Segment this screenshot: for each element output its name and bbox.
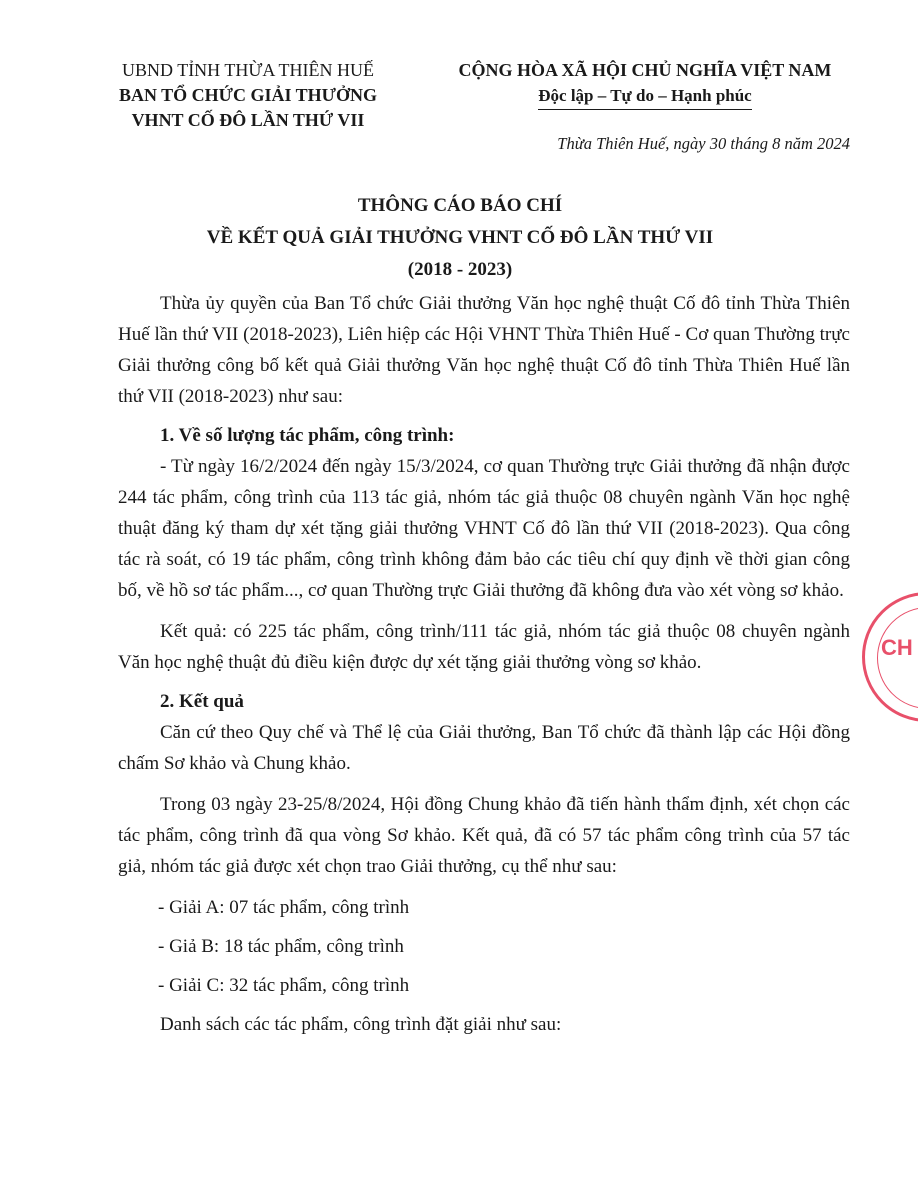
seal-text: CH	[881, 635, 913, 660]
national-heading	[420, 58, 870, 110]
paragraph-eligible: Kết quả: có 225 tác phẩm, công trình/111 tác giả, nhóm tác giả thuộc 08 chuyên ngành Văn học nghệ thuật đủ điều kiện được dự xét tặng giải thưởng vòng sơ khảo.	[118, 621, 850, 673]
closing-line: Danh sách các tác phẩm, công trình đặt giải như sau:	[160, 1014, 562, 1035]
intro-paragraph: Thừa ủy quyền của Ban Tổ chức Giải thưởng Văn học nghệ thuật Cố đô tỉnh Thừa Thiên Huế lần thứ VII (2018-2023), Liên hiệp các Hội VHNT Thừa Thiên Huế - Cơ quan Thường trực Giải thưởng công bố kết quả Giải thưởng Văn học nghệ thuật Cố đô tỉnh Thừa Thiên Huế lần thứ VII (2018-2023) như sau:	[118, 293, 850, 407]
document-date: Thừa Thiên Huế, ngày 30 tháng 8 năm 2024	[557, 134, 850, 153]
paragraph-councils: Căn cứ theo Quy chế và Thể lệ của Giải thưởng, Ban Tổ chức đã thành lập các Hội đồng chấm Sơ khảo và Chung khảo.	[118, 722, 850, 774]
paragraph-submissions: - Từ ngày 16/2/2024 đến ngày 15/3/2024, cơ quan Thường trực Giải thưởng đã nhận được 244 tác phẩm, công trình của 113 tác giả, nhóm tác giả thuộc 08 chuyên ngành Văn học nghệ thuật đăng ký tham dự xét tặng giải thưởng VHNT Cố đô lần thứ VII (2018-2023). Qua công tác rà soát, có 19 tác phẩm, công trình không đảm bảo các tiêu chí quy định về thời gian công bố, về hồ sơ tác phẩm..., cơ quan Thường trực Giải thưởng đã không đưa vào xét vòng sơ khảo.	[118, 456, 850, 601]
national-motto: Độc lập – Tự do – Hạnh phúc	[538, 83, 751, 110]
issuer-block	[88, 58, 408, 133]
red-seal-stamp	[862, 592, 918, 722]
document-body	[118, 288, 850, 1040]
award-c-item: - Giải C: 32 tác phẩm, công trình	[158, 975, 410, 996]
title-line-1: THÔNG CÁO BÁO CHÍ	[357, 195, 563, 216]
section-heading-1: 1. Về số lượng tác phẩm, công trình:	[160, 425, 455, 446]
title-line-3: (2018 - 2023)	[407, 259, 513, 280]
award-a-item: - Giải A: 07 tác phẩm, công trình	[158, 897, 410, 918]
document-title	[100, 190, 820, 286]
section-heading-2: 2. Kết quả	[160, 691, 244, 712]
title-line-2: VỀ KẾT QUẢ GIẢI THƯỞNG VHNT CỐ ĐÔ LẦN THỨ VII	[206, 227, 714, 248]
issuer-line-2: BAN TỔ CHỨC GIẢI THƯỞNG	[118, 85, 378, 105]
paragraph-results: Trong 03 ngày 23-25/8/2024, Hội đồng Chung khảo đã tiến hành thẩm định, xét chọn các tác phẩm, công trình đã qua vòng Sơ khảo. Kết quả, đã có 57 tác phẩm công trình của 57 tác giả, nhóm tác giả được xét chọn trao Giải thưởng, cụ thể như sau:	[118, 794, 850, 877]
award-b-item: - Giả B: 18 tác phẩm, công trình	[158, 936, 404, 957]
issuer-line-1: UBND TỈNH THỪA THIÊN HUẾ	[122, 60, 374, 80]
issuer-line-3: VHNT CỐ ĐÔ LẦN THỨ VII	[131, 110, 365, 130]
country-name: CỘNG HÒA XÃ HỘI CHỦ NGHĨA VIỆT NAM	[458, 60, 832, 80]
